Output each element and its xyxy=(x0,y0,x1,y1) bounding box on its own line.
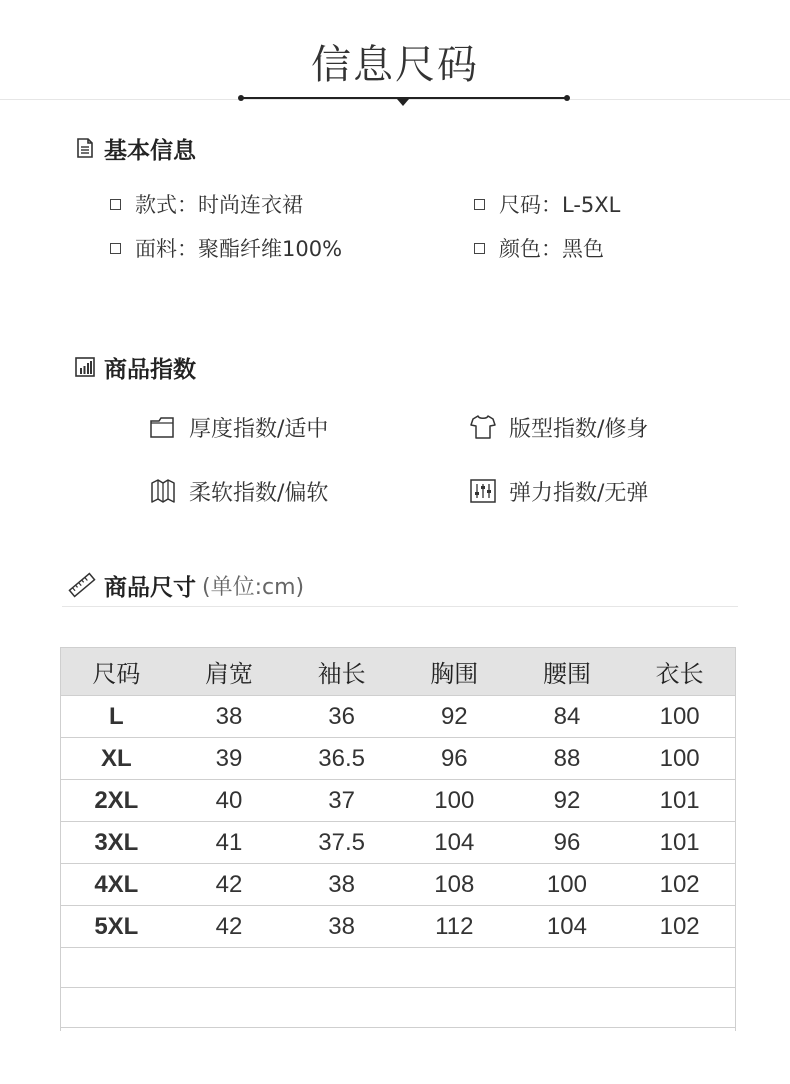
table-cell xyxy=(173,948,286,988)
table-cell-size: L xyxy=(60,696,173,738)
index-item-label: 柔软指数/偏软 xyxy=(189,480,329,506)
checkbox-icon xyxy=(474,199,485,210)
table-cell: 104 xyxy=(398,822,511,864)
column-header: 肩宽 xyxy=(173,648,286,696)
ruler-icon xyxy=(68,571,96,599)
table-cell-size: XL xyxy=(60,738,173,780)
table-row xyxy=(60,864,736,906)
table-cell: 40 xyxy=(173,780,286,822)
table-cell: 38 xyxy=(285,906,398,948)
table-row-empty xyxy=(60,988,736,1028)
table-cell: 108 xyxy=(398,864,511,906)
column-header: 腰围 xyxy=(511,648,624,696)
table-cell: 96 xyxy=(398,738,511,780)
table-row xyxy=(60,822,736,864)
title-underline-notch xyxy=(397,99,409,106)
title-divider xyxy=(0,99,790,100)
table-cell: 100 xyxy=(623,738,736,780)
table-cell: 38 xyxy=(173,696,286,738)
fold-map-icon xyxy=(149,477,177,505)
table-cell-size: 4XL xyxy=(60,864,173,906)
table-cell: 39 xyxy=(173,738,286,780)
table-cell: 42 xyxy=(173,864,286,906)
table-cell xyxy=(285,988,398,1028)
title-underline-dot-right xyxy=(564,95,570,101)
page-title: 信息尺码 xyxy=(311,42,479,88)
table-cell: 101 xyxy=(623,822,736,864)
index-item-label: 版型指数/修身 xyxy=(509,416,649,442)
table-cell: 100 xyxy=(398,780,511,822)
table-cell xyxy=(285,948,398,988)
table-cell xyxy=(398,988,511,1028)
table-cell: 37 xyxy=(285,780,398,822)
info-item-fabric xyxy=(110,233,342,263)
section-basic-info-head xyxy=(74,134,196,162)
info-item-size xyxy=(474,189,620,219)
index-item-elasticity xyxy=(469,475,648,507)
bar-chart-icon xyxy=(74,356,96,378)
table-cell xyxy=(60,948,173,988)
tshirt-icon xyxy=(469,413,497,441)
info-item-style xyxy=(110,189,303,219)
column-header: 衣长 xyxy=(623,648,736,696)
size-table xyxy=(60,647,736,1028)
info-item-label: 面料：聚酯纤维100% xyxy=(135,237,343,261)
checkbox-icon xyxy=(474,243,485,254)
table-cell-size: 5XL xyxy=(60,906,173,948)
table-cell: 100 xyxy=(511,864,624,906)
section-size-head xyxy=(68,571,304,599)
index-item-thickness xyxy=(149,411,328,443)
document-icon xyxy=(74,137,96,159)
section-product-index-title: 商品指数 xyxy=(104,356,196,383)
info-item-label: 尺码：L-5XL xyxy=(499,193,621,217)
section-size-title: 商品尺寸 xyxy=(104,574,196,601)
table-cell: 37.5 xyxy=(285,822,398,864)
table-cell: 101 xyxy=(623,780,736,822)
table-cell xyxy=(623,988,736,1028)
table-row-empty xyxy=(60,948,736,988)
column-header: 尺码 xyxy=(60,648,173,696)
table-cell: 96 xyxy=(511,822,624,864)
table-cell: 88 xyxy=(511,738,624,780)
title-underline-dot-left xyxy=(238,95,244,101)
section-basic-info-title: 基本信息 xyxy=(104,137,196,164)
index-item-label: 弹力指数/无弹 xyxy=(509,480,649,506)
section-product-index-head xyxy=(74,353,196,381)
index-item-label: 厚度指数/适中 xyxy=(189,416,329,442)
table-cell xyxy=(398,948,511,988)
table-cell: 84 xyxy=(511,696,624,738)
table-cell xyxy=(623,948,736,988)
table-cell: 41 xyxy=(173,822,286,864)
checkbox-icon xyxy=(110,199,121,210)
table-row xyxy=(60,696,736,738)
table-cell: 42 xyxy=(173,906,286,948)
index-item-softness xyxy=(149,475,328,507)
info-item-label: 款式：时尚连衣裙 xyxy=(135,193,303,217)
table-cell: 92 xyxy=(398,696,511,738)
index-item-fit xyxy=(469,411,648,443)
section-size-divider xyxy=(62,606,738,607)
table-cell-size: 3XL xyxy=(60,822,173,864)
table-cell: 100 xyxy=(623,696,736,738)
table-cell: 102 xyxy=(623,864,736,906)
table-cell: 112 xyxy=(398,906,511,948)
table-cell xyxy=(511,988,624,1028)
table-cell: 36 xyxy=(285,696,398,738)
checkbox-icon xyxy=(110,243,121,254)
table-row xyxy=(60,780,736,822)
equalizer-icon xyxy=(469,477,497,505)
table-cell xyxy=(60,988,173,1028)
section-size-unit: (单位:cm) xyxy=(202,574,305,600)
info-item-label: 颜色：黑色 xyxy=(499,237,604,261)
column-header: 胸围 xyxy=(398,648,511,696)
column-header: 袖长 xyxy=(285,648,398,696)
table-cell: 104 xyxy=(511,906,624,948)
table-cell xyxy=(173,988,286,1028)
table-cell: 102 xyxy=(623,906,736,948)
table-cell xyxy=(511,948,624,988)
table-row xyxy=(60,738,736,780)
table-cell: 92 xyxy=(511,780,624,822)
table-cell: 36.5 xyxy=(285,738,398,780)
table-cell-size: 2XL xyxy=(60,780,173,822)
table-row xyxy=(60,906,736,948)
table-header-row xyxy=(60,648,736,696)
table-cell: 38 xyxy=(285,864,398,906)
folder-icon xyxy=(149,413,177,441)
info-item-color xyxy=(474,233,604,263)
